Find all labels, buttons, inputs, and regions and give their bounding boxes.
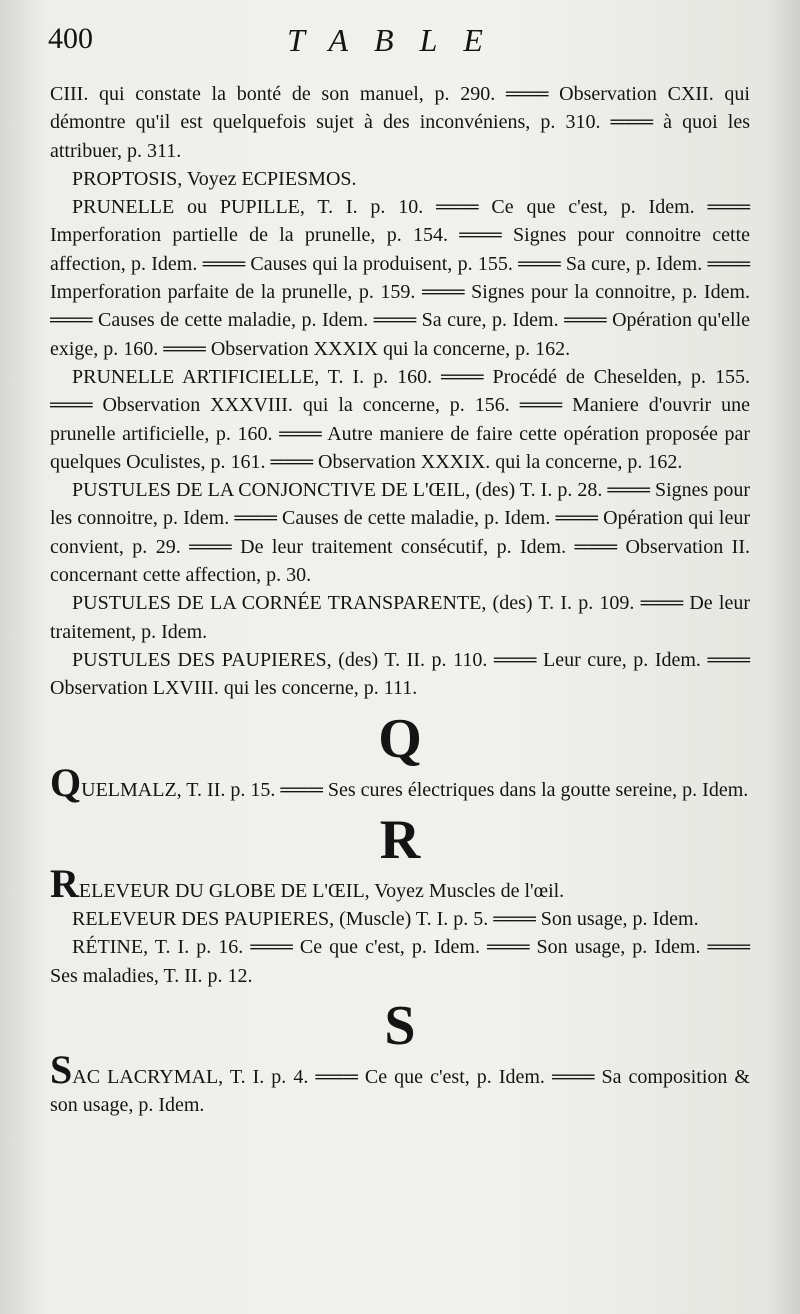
drop-initial-q: Q <box>50 759 82 805</box>
index-entry-quelmalz-text: UELMALZ, T. II. p. 15. ═══ Ses cures électriques dans la goutte sereine, p. Idem. <box>81 778 749 801</box>
index-entry-proptosis: PROPTOSIS, Voyez ECPIESMOS. <box>72 167 357 190</box>
index-entry-prunelle-artificielle: PRUNELLE ARTIFICIELLE, T. I. p. 160. ═══ Procédé de Cheselden, p. 155. ═══ Observation XXXVIII. qui la concerne, p. 156. ═══ Maniere d'ouvrir une prunelle artificielle, p. 160. ═══ Autre maniere de faire cette opération proposée par quelques Oculistes, p. 161. ═══ Observation XXXIX. qui la concerne, p. 162. <box>50 365 750 473</box>
page-number: 400 <box>48 22 93 55</box>
drop-initial-s: S <box>50 1047 73 1093</box>
index-entry-releveur-globe-text: ELEVEUR DU GLOBE DE L'ŒIL, Voyez Muscles de l'œil. <box>78 879 565 902</box>
index-entry-releveur-globe <box>50 860 750 906</box>
index-entry-ciii: CIII. qui constate la bonté de son manuel, p. 290. ═══ Observation CXII. qui démontre qu'il est quelquefois sujet à des inconvéniens, p. 310. ═══ à quoi les attribuer, p. 311. <box>50 83 750 162</box>
section-letter-s: S <box>384 995 416 1058</box>
index-entry-prunelle: PRUNELLE ou PUPILLE, T. I. p. 10. ═══ Ce que c'est, p. Idem. ═══ Imperforation partielle de la prunelle, p. 154. ═══ Signes pour connoitre cette affection, p. Idem. ═══ Causes qui la produisent, p. 155. ═══ Sa cure, p. Idem. ═══ Imperforation parfaite de la prunelle, p. 159. ═══ Signes pour la connoitre, p. Idem. ═══ Causes de cette maladie, p. Idem. ═══ Sa cure, p. Idem. ═══ Opération qu'elle exige, p. 160. ═══ Observation XXXIX qui la concerne, p. 162. <box>50 196 750 360</box>
index-entry-pustules-paupieres: PUSTULES DES PAUPIERES, (des) T. II. p. 110. ═══ Leur cure, p. Idem. ═══ Observation LXVIII. qui les concerne, p. 111. <box>50 648 750 700</box>
index-content <box>50 80 750 1120</box>
index-entry-quelmalz <box>50 759 750 805</box>
index-entry-retine: RÉTINE, T. I. p. 16. ═══ Ce que c'est, p. Idem. ═══ Son usage, p. Idem. ═══ Ses maladies, T. II. p. 12. <box>50 936 750 987</box>
index-entry-pustules-cornee: PUSTULES DE LA CORNÉE TRANSPARENTE, (des) T. I. p. 109. ═══ De leur traitement, p. Idem. <box>50 592 750 643</box>
drop-initial-r: R <box>50 860 79 906</box>
page-header <box>48 22 748 66</box>
index-entry-sac-lacrymal-text: AC LACRYMAL, T. I. p. 4. ═══ Ce que c'est, p. Idem. ═══ Sa composition & son usage, p. Idem. <box>50 1066 750 1117</box>
running-title: TABLE <box>287 22 509 58</box>
section-letter-r: R <box>379 808 421 871</box>
section-letter-q: Q <box>378 707 422 770</box>
index-entry-pustules-conjonctive: PUSTULES DE LA CONJONCTIVE DE L'ŒIL, (des) T. I. p. 28. ═══ Signes pour les connoitre, p. Idem. ═══ Causes de cette maladie, p. Idem. ═══ Opération qui leur convient, p. 29. ═══ De leur traitement consécutif, p. Idem. ═══ Observation II. concernant cette affection, p. 30. <box>50 479 750 587</box>
index-entry-sac-lacrymal <box>50 1047 750 1120</box>
index-entry-releveur-paupieres: RELEVEUR DES PAUPIERES, (Muscle) T. I. p. 5. ═══ Son usage, p. Idem. <box>72 908 699 931</box>
